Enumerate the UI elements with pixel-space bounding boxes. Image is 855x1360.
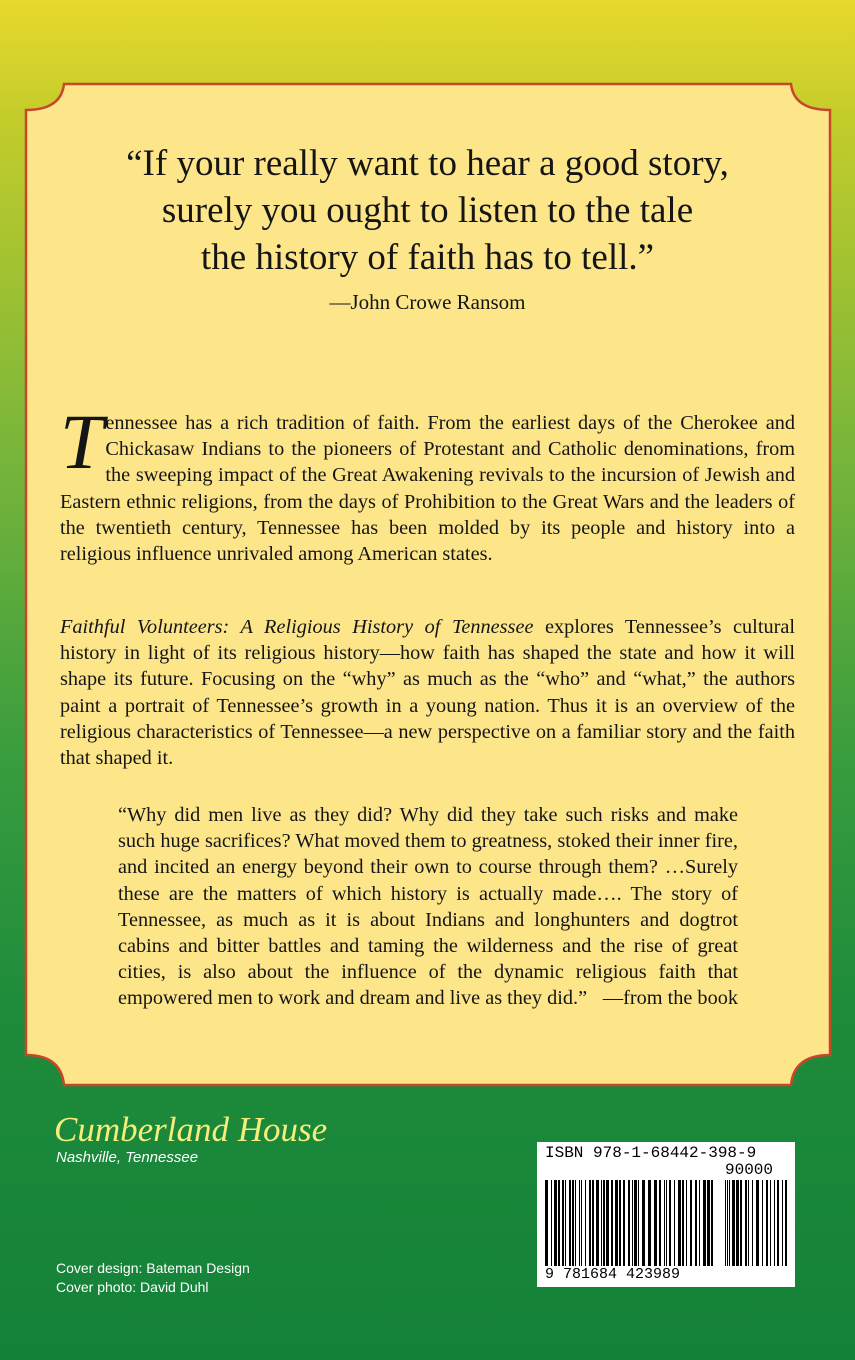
cover-photo-credit: Cover photo: David Duhl	[56, 1279, 209, 1295]
description-paragraph	[60, 614, 795, 771]
quote-line: the history of faith has to tell.”	[200, 237, 655, 278]
price-code: 90000	[725, 1161, 774, 1179]
barcode-bar	[774, 1180, 775, 1266]
barcode-bar	[725, 1180, 726, 1266]
barcode-bar	[628, 1180, 630, 1266]
barcode-bar	[756, 1180, 759, 1266]
description-text: explores Tennessee’s cultural history in light of its religious history—how faith has shaped the state and how it will shape its future. Focusing on the “why” as much as the “who” and “what,” the authors paint a portrait of Tennessee’s growth in a young nation. Thus it is an overview of the religious characteristics of Tennessee—a new perspective on a familiar story and the faith that shaped it.	[60, 616, 795, 770]
barcode-bar	[554, 1180, 557, 1266]
quote-line: “If your really want to hear a good story,	[126, 143, 729, 184]
barcode-bar	[770, 1180, 771, 1266]
barcode-bar	[752, 1180, 753, 1266]
barcode-bar	[606, 1180, 609, 1266]
barcode-bar	[699, 1180, 700, 1266]
barcode-bar	[666, 1180, 667, 1266]
cover-design-credit: Cover design: Bateman Design	[56, 1260, 250, 1276]
barcode-bar	[632, 1180, 633, 1266]
barcode-bar	[686, 1180, 687, 1266]
barcode-bar	[727, 1180, 728, 1266]
barcode-bar	[603, 1180, 605, 1266]
barcode-bar	[596, 1180, 599, 1266]
quote-line: surely you ought to listen to the tale	[161, 190, 694, 231]
barcode-bar	[565, 1180, 566, 1266]
barcode-bar	[762, 1180, 763, 1266]
intro-paragraph-text: ennessee has a rich tradition of faith. From the earliest days of the Cherokee and Chickasaw Indians to the pioneers of Protestant and Catholic denominations, from the sweeping impact of the Great Awakening revivals to the incursion of Jewish and Eastern ethnic religions, from the days of Prohibition to the Great Wars and the leaders of the twentieth century, Tennessee has been molded by its people and history into a religious influence unrivaled among American states.	[60, 412, 795, 566]
barcode-bar	[782, 1180, 783, 1266]
excerpt-source: —from the book	[602, 987, 738, 1010]
barcode-bar	[703, 1180, 706, 1266]
barcode-bar	[785, 1180, 787, 1266]
barcode-bar	[654, 1180, 657, 1266]
drop-cap: T	[60, 398, 104, 485]
barcode-bar	[729, 1180, 730, 1266]
intro-paragraph	[60, 398, 795, 567]
barcode-bars	[545, 1180, 715, 1268]
barcode-bar	[551, 1180, 552, 1266]
price-barcode-bars	[725, 1180, 787, 1268]
barcode-bar	[592, 1180, 594, 1266]
book-title: Faithful Volunteers: A Religious History of Tennessee	[60, 616, 534, 638]
book-excerpt	[118, 802, 738, 1012]
isbn-text: ISBN 978-1-68442-398-9	[545, 1144, 757, 1162]
barcode-bar	[569, 1180, 571, 1266]
barcode-bar	[611, 1180, 613, 1266]
barcode-bar	[601, 1180, 602, 1266]
barcode-bar	[585, 1180, 586, 1266]
barcode-bar	[575, 1180, 576, 1266]
barcode-bar	[558, 1180, 560, 1266]
publisher-location: Nashville, Tennessee	[56, 1149, 199, 1166]
barcode-bar	[748, 1180, 749, 1266]
barcode-bar	[674, 1180, 675, 1266]
ean-number: 9 781684 423989	[545, 1266, 681, 1283]
barcode-bar	[678, 1180, 681, 1266]
barcode-bar	[642, 1180, 645, 1266]
barcode-bar	[562, 1180, 564, 1266]
barcode-bar	[579, 1180, 580, 1266]
barcode-bar	[659, 1180, 661, 1266]
barcode-bar	[545, 1180, 548, 1266]
excerpt-text: “Why did men live as they did? Why did they take such risks and make such huge sacrifices? What moved them to greatness, stoked their inner fire, and incited an energy beyond their own to course through them? …Surely these are the matters of which history is actually made…. The story of Tennessee, as much as it is about Indians and longhunters and dogtrot cabins and bitter battles and taming the wilderness and the rise of great cities, is also about the influence of the dynamic religious faith that empowered men to work and dream and live as they did.”	[118, 804, 738, 1010]
barcode-bar	[707, 1180, 710, 1266]
barcode-bar	[732, 1180, 735, 1266]
barcode-bar	[615, 1180, 618, 1266]
barcode-bar	[589, 1180, 591, 1266]
barcode-bar	[745, 1180, 747, 1266]
barcode-bar	[736, 1180, 739, 1266]
barcode-bar	[669, 1180, 671, 1266]
barcode-bar	[619, 1180, 621, 1266]
barcode-bar	[690, 1180, 692, 1266]
barcode-bar	[777, 1180, 779, 1266]
barcode-bar	[682, 1180, 684, 1266]
barcode-bar	[638, 1180, 639, 1266]
barcode-bar	[766, 1180, 768, 1266]
barcode-bar	[634, 1180, 637, 1266]
isbn-barcode	[537, 1142, 795, 1287]
barcode-bar	[664, 1180, 665, 1266]
barcode-bar	[572, 1180, 574, 1266]
barcode-bar	[648, 1180, 651, 1266]
barcode-bar	[623, 1180, 625, 1266]
quote-attribution: —John Crowe Ransom	[329, 290, 526, 314]
barcode-bar	[711, 1180, 713, 1266]
barcode-bar	[740, 1180, 742, 1266]
barcode-bar	[695, 1180, 697, 1266]
barcode-bar	[581, 1180, 582, 1266]
publisher-name: Cumberland House	[54, 1110, 328, 1149]
